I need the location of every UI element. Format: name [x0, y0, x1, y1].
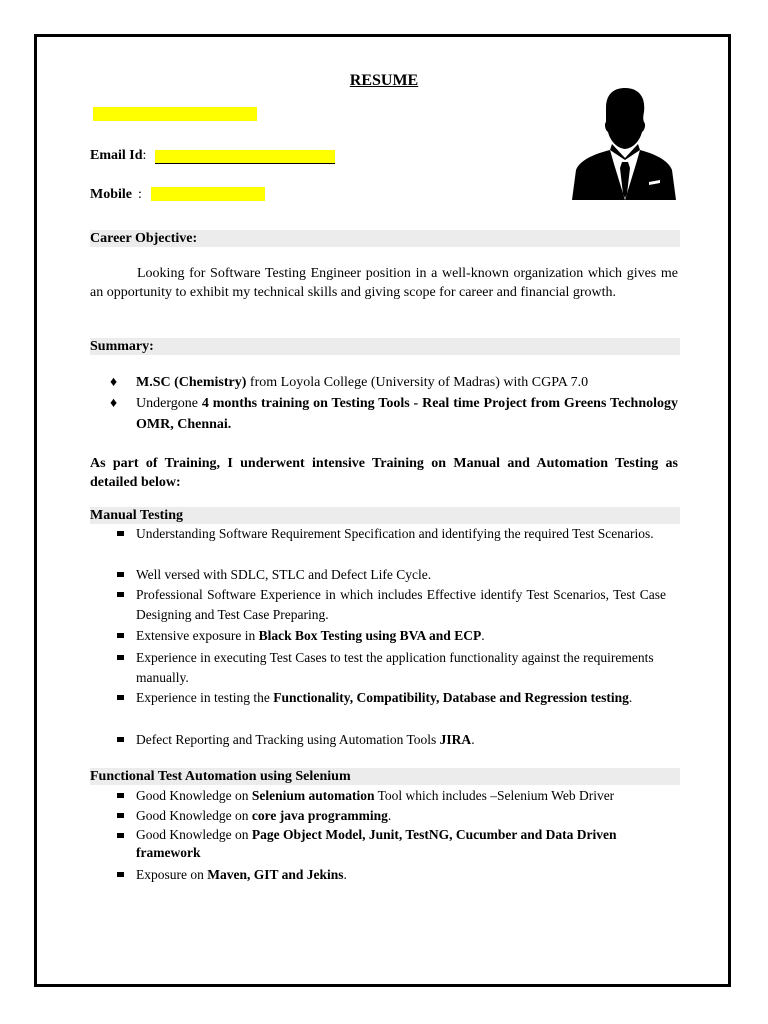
training-intro: As part of Training, I underwent intensive Training on Manual and Automation Testing as detailed below:	[90, 456, 678, 490]
square-bullet-icon	[117, 655, 124, 660]
square-bullet-icon	[117, 872, 124, 877]
career-objective-heading: Career Objective:	[90, 230, 680, 247]
mobile-label: Mobile	[90, 187, 132, 202]
square-bullet-icon	[117, 592, 124, 597]
email-label: Email Id	[90, 148, 143, 163]
redacted-name	[93, 107, 257, 121]
career-objective-text: Looking for Software Testing Engineer position in a well-known organization which gives me an opportunity to exhibit my technical skills and giving scope for career and financial growth.	[90, 266, 678, 300]
square-bullet-icon	[117, 833, 124, 838]
square-bullet-icon	[117, 793, 124, 798]
square-bullet-icon	[117, 695, 124, 700]
person-silhouette-icon	[570, 86, 678, 200]
diamond-bullet-icon: ♦	[110, 375, 118, 390]
summary-heading: Summary:	[90, 338, 680, 355]
manual-testing-heading: Manual Testing	[90, 507, 680, 524]
square-bullet-icon	[117, 633, 124, 638]
square-bullet-icon	[117, 531, 124, 536]
email-row: Email Id:	[90, 148, 147, 163]
square-bullet-icon	[117, 572, 124, 577]
square-bullet-icon	[117, 737, 124, 742]
diamond-bullet-icon: ♦	[110, 396, 118, 411]
redacted-email	[155, 150, 335, 164]
redacted-mobile	[151, 187, 265, 201]
square-bullet-icon	[117, 813, 124, 818]
mobile-row: Mobile :	[90, 187, 142, 202]
selenium-heading: Functional Test Automation using Selenium	[90, 768, 680, 785]
page-title: RESUME	[349, 72, 419, 89]
